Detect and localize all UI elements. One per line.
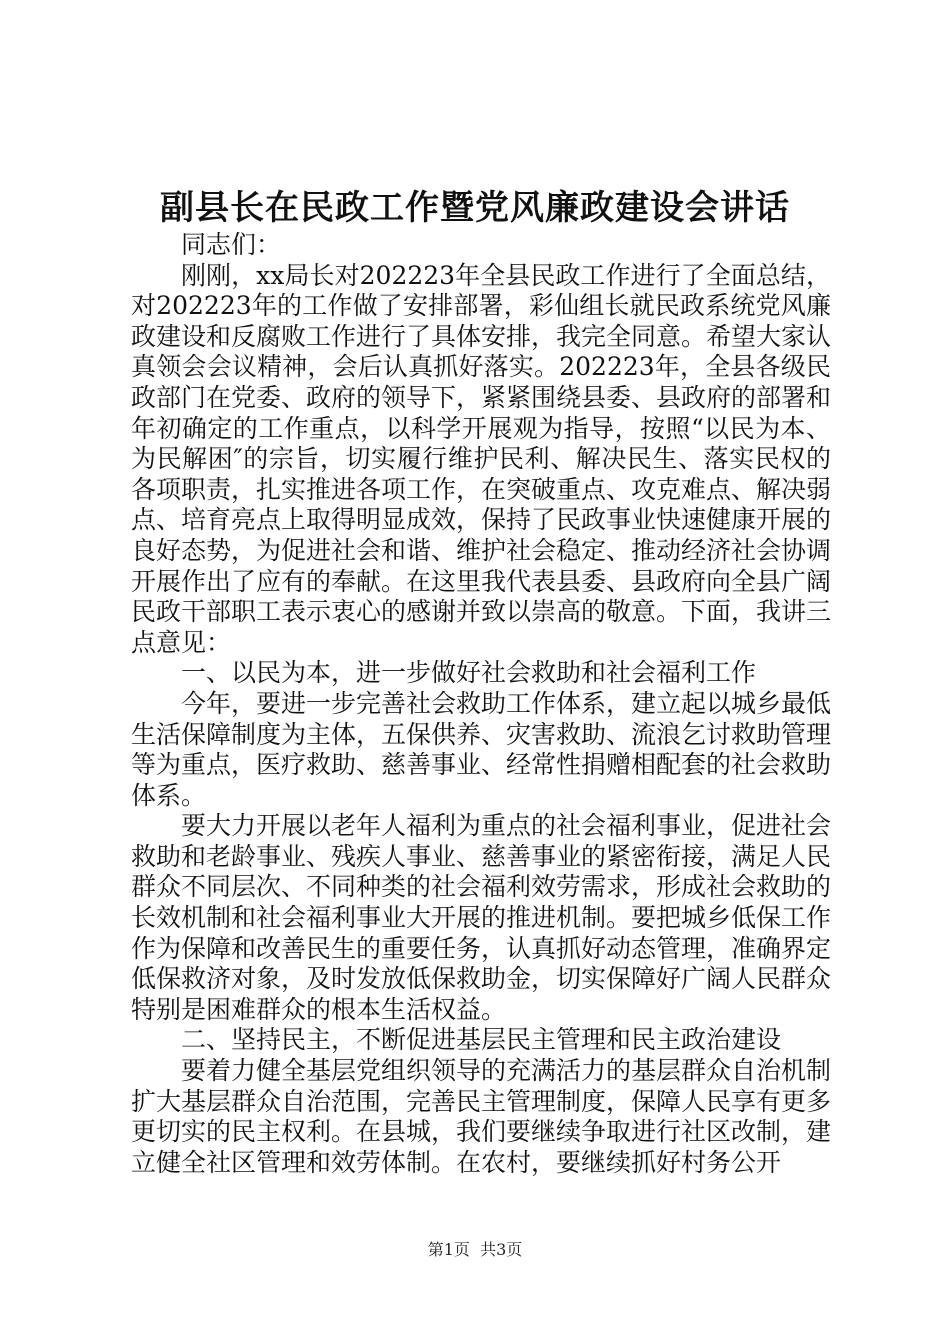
page-number-current: 第1页 [427, 1240, 470, 1259]
section-heading-1: 一、以民为本，进一步做好社会救助和社会福利工作 [181, 658, 757, 688]
paragraph-section2-a: 要着力健全基层党组织领导的充满活力的基层群众自治机制扩大基层群众自治范围，完善民主管理制度，保障人民享有更多更切实的民主权利。在县城，我们要继续争取进行社区改制，建立健全社区管理和效劳体制。在农村，要继续抓好村务公开 [131, 1056, 832, 1177]
document-body [131, 230, 831, 1178]
section-heading-2: 二、坚持民主，不断促进基层民主管理和民主政治建设 [181, 1025, 782, 1055]
page-footer [0, 1238, 950, 1262]
page-number-total: 共3页 [480, 1240, 523, 1259]
paragraph-intro: 刚刚，xx局长对202223年全县民政工作进行了全面总结，对202223年的工作做了安排部署，彩仙组长就民政系统党风廉政建设和反腐败工作进行了具体安排，我完全同意。希望大家认真领会会议精神，会后认真抓好落实。202223年，全县各级民政部门在党委、政府的领导下，紧紧围绕县委、县政府的部署和年初确定的工作重点，以科学开展观为指导，按照“以民为本、为民解困″的宗旨，切实履行维护民利、解决民生、落实民权的各项职责，扎实推进各项工作，在突破重点、攻克难点、解决弱点、培育亮点上取得明显成效，保持了民政事业快速健康开展的良好态势，为促进社会和谐、维护社会稳定、推动经济社会协调开展作出了应有的奉献。在这里我代表县委、县政府向全县广阔民政干部职工表示衷心的感谢并致以崇高的敬意。下面，我讲三点意见： [131, 260, 832, 657]
document-title: 副县长在民政工作暨党风廉政建设会讲话 [160, 188, 790, 228]
paragraph-section1-b: 要大力开展以老年人福利为重点的社会福利事业，促进社会救助和老龄事业、残疾人事业、慈善事业的紧密衔接，满足人民群众不同层次、不同种类的社会福利效劳需求，形成社会救助的长效机制和社会福利事业大开展的推进机制。要把城乡低保工作作为保障和改善民生的重要任务，认真抓好动态管理，准确界定低保救济对象，及时发放低保救助金，切实保障好广阔人民群众特别是困难群众的根本生活权益。 [131, 811, 832, 1024]
salutation: 同志们： [181, 230, 282, 259]
paragraph-section1-a: 今年，要进一步完善社会救助工作体系，建立起以城乡最低生活保障制度为主体，五保供养、灾害救助、流浪乞讨救助管理等为重点，医疗救助、慈善事业、经常性捐赠相配套的社会救助体系。 [131, 688, 832, 810]
